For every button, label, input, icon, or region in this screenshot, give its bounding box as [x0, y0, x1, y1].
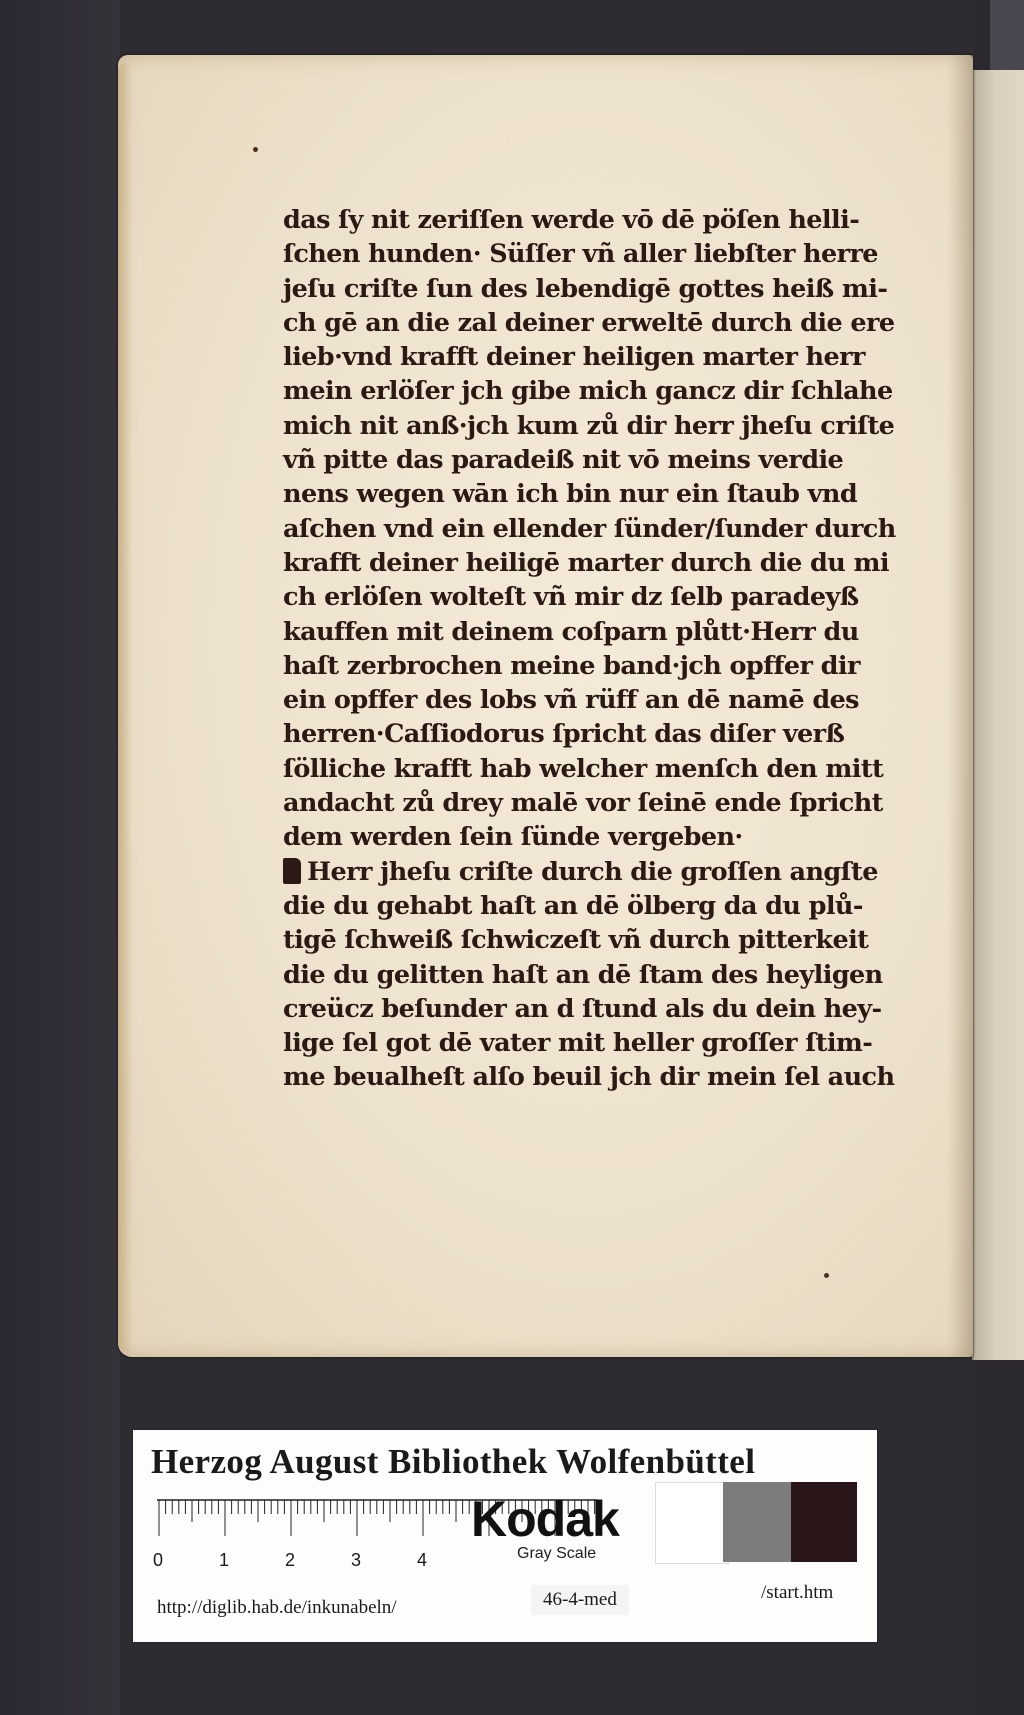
swatch-dark — [791, 1482, 857, 1562]
text-line: andacht zů drey malē vor ſeinē ende ſpricht — [283, 788, 883, 819]
text-line: lieb·vnd krafft deiner heiligen marter herr — [283, 342, 865, 373]
ruler-label: 2 — [285, 1550, 296, 1570]
text-line: jeſu criſte ſun des lebendigē gottes heiß mi- — [283, 273, 888, 304]
ruler-label: 1 — [219, 1550, 230, 1570]
text-line: ein opffer des lobs vñ rüff an dē namē des — [283, 685, 859, 716]
ruler-label: 0 — [153, 1550, 164, 1570]
text-line: herren·Caſſiodorus ſpricht das diſer verß — [283, 719, 845, 750]
library-title: Herzog August Bibliothek Wolfenbüttel — [151, 1442, 756, 1481]
color-target-card — [133, 1430, 877, 1642]
text-line: tigē ſchweiß ſchwiczeſt vñ durch pitterkeit — [283, 925, 869, 956]
gray-scale-label: Gray Scale — [517, 1545, 597, 1562]
text-line: me beualheſt alſo beuil jch dir mein ſel auch — [283, 1062, 895, 1093]
ink-speck — [253, 147, 258, 152]
text-line: dem werden ſein ſünde vergeben· — [283, 822, 743, 853]
text-line: die du gelitten haſt an dē ſtam des heyligen — [283, 959, 883, 990]
url-left: http://diglib.hab.de/inkunabeln/ — [157, 1597, 397, 1618]
text-line: kauffen mit deinem coſparn plůtt·Herr du — [283, 616, 859, 647]
text-line-paragraph-start — [283, 855, 893, 889]
text-line: die du gehabt haſt an dē ölberg da du plů- — [283, 890, 863, 921]
book-page — [118, 55, 973, 1357]
text-line: creücz beſunder an d ſtund als du dein hey- — [283, 993, 882, 1024]
text-line: ch erlöſen wolteſt vñ mir dz ſelb paradeyß — [283, 582, 859, 613]
text-line: vñ pitte das paradeiß nit vō meins verdie — [283, 445, 844, 476]
text-line: das ſy nit zeriſſen werde vō dē pöſen helli- — [283, 205, 860, 235]
text-line: aſchen vnd ein ellender ſünder/ſunder durch — [283, 513, 896, 544]
ruler-label: 3 — [351, 1550, 362, 1570]
text-line: mein erlöſer jch gibe mich gancz dir ſchlahe — [283, 376, 893, 407]
text-line: nens wegen wān ich bin nur ein ſtaub vnd — [283, 479, 858, 510]
ink-speck — [824, 1273, 829, 1278]
scan-background-corner — [990, 0, 1024, 70]
text-line: krafft deiner heiligē marter durch die du mi — [283, 547, 889, 578]
text-line: ch gē an die zal deiner erweltē durch die ere — [283, 307, 895, 338]
page-gutter — [947, 55, 973, 1357]
text-line: lige ſel got dē vater mit heller groſſer ſtim- — [283, 1028, 873, 1059]
page-text — [283, 203, 896, 1095]
scan-background-left — [0, 0, 120, 1715]
text-line: ſchen hunden· Süſſer vñ aller liebſter herre — [283, 239, 878, 270]
text-line: haſt zerbrochen meine band·jch opffer dir — [283, 650, 860, 681]
text-line: ſölliche krafft hab welcher menſch den mitt — [283, 753, 884, 784]
kodak-logo: Kodak — [471, 1491, 619, 1547]
swatch-white — [655, 1482, 729, 1564]
paragraph-mark-icon — [283, 858, 301, 884]
text-line: Herr jheſu criſte durch die groſſen angſte — [307, 856, 878, 887]
swatch-gray — [723, 1482, 795, 1562]
url-right: /start.htm — [761, 1582, 834, 1603]
facing-page-edge — [972, 70, 1024, 1360]
ruler-label: 4 — [417, 1550, 428, 1570]
sheet-id: 46-4-med — [531, 1585, 629, 1615]
text-line: mich nit anß·jch kum zů dir herr jheſu criſte — [283, 410, 895, 441]
